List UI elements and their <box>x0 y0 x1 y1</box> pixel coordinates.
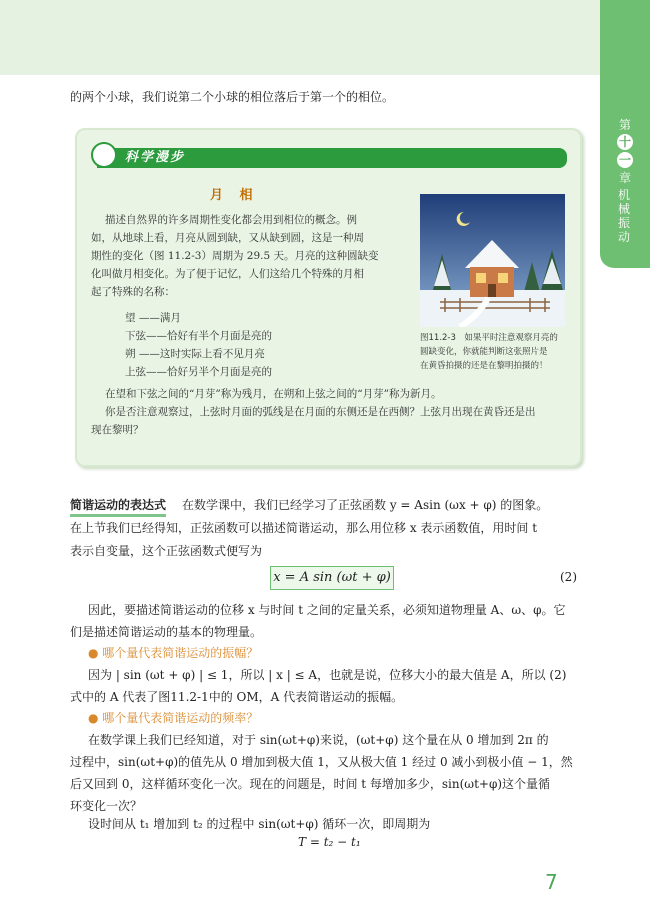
chapter-zhang: 章 <box>618 171 631 185</box>
question-amplitude: ● 哪个量代表简谐运动的振幅？ <box>88 646 259 660</box>
box-paragraph-line: 期性的变化（图 11.2-3）周期为 29.5 天。月亮的这种圆缺变 <box>91 250 379 262</box>
box-paragraph-line: 化叫做月相变化。为了便于记忆，人们这给几个特殊的月相 <box>91 268 364 280</box>
intro-line: 的两个小球，我们说第二个小球的相位落后于第一个的相位。 <box>70 90 395 104</box>
chapter-name: 机械振动 <box>618 188 631 244</box>
figure-caption-line: 圆缺变化，你就能判断这张照片是 <box>420 347 548 357</box>
moon-phase-item: 下弦——恰好有半个月面是亮的 <box>125 330 272 342</box>
equation-number: (2) <box>560 570 577 584</box>
section-line: 表示自变量，这个正弦函数式便写为 <box>70 544 263 558</box>
box-paragraph-line: 描述自然界的许多周期性变化都会用到相位的概念。例 <box>105 214 357 226</box>
top-header-band <box>0 0 600 75</box>
figure-caption-line: 图11.2-3 如果平时注意观察月亮的 <box>420 333 558 343</box>
body-line: 式中的 A 代表了图11.2-1中的 OM，A 代表简谐运动的振幅。 <box>70 690 404 704</box>
chapter-number-bottom: 一 <box>618 153 631 167</box>
box-header-circle <box>91 142 117 168</box>
chapter-number-top: 十 <box>618 135 631 149</box>
moon-phase-item: 望 ——满月 <box>125 312 181 324</box>
body-line: 设时间从 t₁ 增加到 t₂ 的过程中 sin(ωt+φ) 循环一次，即周期为 <box>88 817 431 831</box>
box-article-title: 月 相 <box>210 188 259 203</box>
box-header-title: 科学漫步 <box>125 150 186 165</box>
winter-house-illustration <box>420 194 565 327</box>
figure-caption-line: 在黄昏拍摄的还是在黎明拍摄的！ <box>420 361 548 371</box>
moon-phase-item: 上弦——恰好另半个月面是亮的 <box>125 366 272 378</box>
body-line: 过程中，sin(ωt+φ)的值先从 0 增加到极大值 1，又从极大值 1 经过 0 减小到极小值 − 1，然 <box>70 755 573 769</box>
body-line: 环变化一次？ <box>70 799 143 813</box>
question-frequency: ● 哪个量代表简谐运动的频率？ <box>88 711 259 725</box>
body-line: 因为 | sin (ωt + φ) | ≤ 1，所以 | x | ≤ A，也就是说，位移大小的最大值是 A，所以 (2) <box>88 668 567 682</box>
body-line: 们是描述简谐运动的基本的物理量。 <box>70 625 263 639</box>
box-after-line: 现在黎明？ <box>91 424 144 436</box>
science-walk-box <box>75 128 582 467</box>
equation-box: x = A sin (ωt + φ) <box>270 566 394 590</box>
page-number: 7 <box>545 870 558 894</box>
box-paragraph-line: 如，从地球上看，月亮从圆到缺，又从缺到圆，这是一种周 <box>91 232 364 244</box>
chapter-di: 第 <box>618 118 631 132</box>
box-after-line: 在望和下弦之间的“月芽”称为残月，在朔和上弦之间的“月芽”称为新月。 <box>105 388 442 400</box>
moon-phase-item: 朔 ——这时实际上看不见月亮 <box>125 348 265 360</box>
section-title: 简谐运动的表达式 <box>70 497 166 517</box>
box-paragraph-line: 起了特殊的名称： <box>91 286 175 298</box>
period-formula: T = t₂ − t₁ <box>298 835 361 849</box>
section-line: 在上节我们已经得知，正弦函数可以描述简谐运动，那么用位移 x 表示函数值，用时间 t <box>70 521 538 535</box>
section-line: 在数学课中，我们已经学习了正弦函数 y = Asin (ωx + φ) 的图象。 <box>182 498 549 512</box>
body-line: 后又回到 0，这样循环变化一次。现在的问题是，时间 t 每增加多少，sin(ωt+φ)这个量循 <box>70 777 551 791</box>
chapter-side-tab <box>600 0 650 268</box>
body-line: 在数学课上我们已经知道，对于 sin(ωt+φ)来说，(ωt+φ) 这个量在从 0 增加到 2π 的 <box>88 733 549 747</box>
box-after-line: 你是否注意观察过，上弦时月面的弧线是在月面的东侧还是在西侧？上弦月出现在黄昏还是出 <box>105 406 536 418</box>
body-line: 因此，要描述简谐运动的位移 x 与时间 t 之间的定量关系，必须知道物理量 A、ω、φ。它 <box>88 603 566 617</box>
